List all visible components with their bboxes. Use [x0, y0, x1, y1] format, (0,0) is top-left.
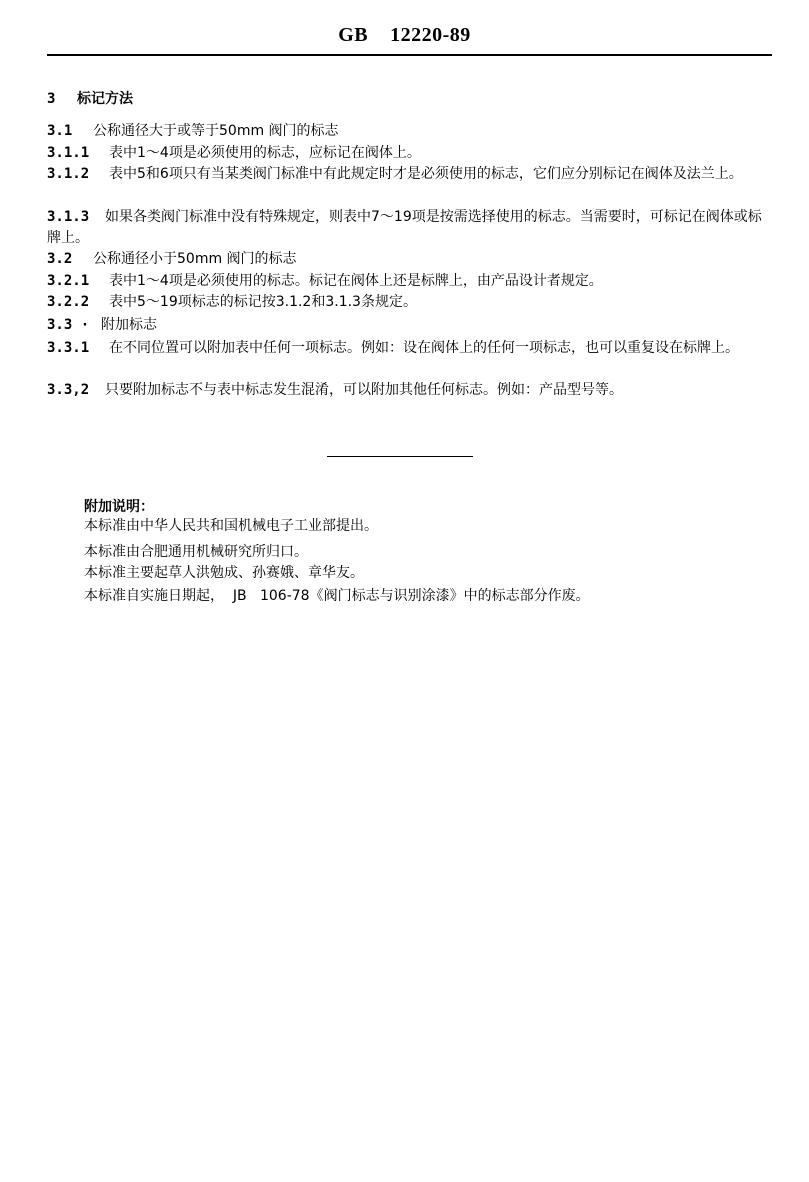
clause-number: 3.3.1: [47, 340, 90, 356]
standard-prefix: GB: [338, 24, 369, 46]
clause-text: 表中5和6项只有当某类阀门标准中有此规定时才是必须使用的标志，它们应分别标记在阀体及法兰上。: [109, 166, 743, 182]
clause-text: 附加标志: [101, 317, 157, 333]
note-line: 本标准自实施日期起， JB 106-78《阀门标志与识别涂漆》中的标志部分作废。: [84, 588, 590, 604]
clause-3-2-1: [47, 271, 767, 292]
clause-3-2: [47, 249, 767, 270]
clause-number: 3.1.1: [47, 145, 90, 161]
clause-number: 3.3 ·: [47, 317, 90, 333]
clause-3-1-3: [47, 207, 767, 249]
clause-3-1: [47, 121, 767, 142]
clause-3-1-2: [47, 164, 767, 185]
clause-text: 公称通径小于50mm 阀门的标志: [93, 251, 297, 267]
clause-number: 3.2: [47, 251, 73, 267]
note-line: 本标准由中华人民共和国机械电子工业部提出。: [84, 518, 378, 534]
clause-3-3-2: [47, 380, 767, 401]
note-line: 本标准由合肥通用机械研究所归口。: [84, 544, 308, 560]
clause-number: 3.2.2: [47, 294, 90, 310]
clause-text: 如果各类阀门标准中没有特殊规定，则表中7～19项是按需选择使用的标志。当需要时，可标记在阀体或标牌上。: [47, 209, 762, 246]
clause-number: 3.1.2: [47, 166, 90, 182]
clause-text: 只要附加标志不与表中标志发生混淆，可以附加其他任何标志。例如：产品型号等。: [105, 382, 623, 398]
clause-3-2-2: [47, 292, 767, 313]
clause-number: 3.1.3: [47, 209, 90, 225]
clause-3-3: [47, 315, 767, 336]
header-rule: [47, 54, 772, 56]
clause-text: 表中1～4项是必须使用的标志，应标记在阀体上。: [109, 145, 421, 161]
standard-code: [0, 24, 809, 47]
note-line: 本标准主要起草人洪勉成、孙赛娥、章华友。: [84, 565, 364, 581]
clause-number: 3.3,2: [47, 382, 90, 398]
clause-text: 表中1～4项是必须使用的标志。标记在阀体上还是标牌上，由产品设计者规定。: [109, 273, 603, 289]
clause-number: 3.1: [47, 123, 73, 139]
additional-notes-heading: 附加说明：: [84, 499, 154, 515]
section-title: 标记方法: [77, 91, 133, 107]
standard-number: 12220-89: [390, 24, 471, 46]
clause-text: 公称通径大于或等于50mm 阀门的标志: [93, 123, 339, 139]
clause-text: 在不同位置可以附加表中任何一项标志。例如：设在阀体上的任何一项标志，也可以重复设在标牌上。: [109, 340, 739, 356]
section-heading: [47, 88, 133, 108]
end-separator-rule: [327, 456, 473, 457]
clause-3-1-1: [47, 143, 767, 164]
section-number: 3: [47, 91, 56, 107]
clause-3-3-1: [47, 338, 767, 359]
clause-number: 3.2.1: [47, 273, 90, 289]
clause-text: 表中5～19项标志的标记按3.1.2和3.1.3条规定。: [109, 294, 417, 310]
